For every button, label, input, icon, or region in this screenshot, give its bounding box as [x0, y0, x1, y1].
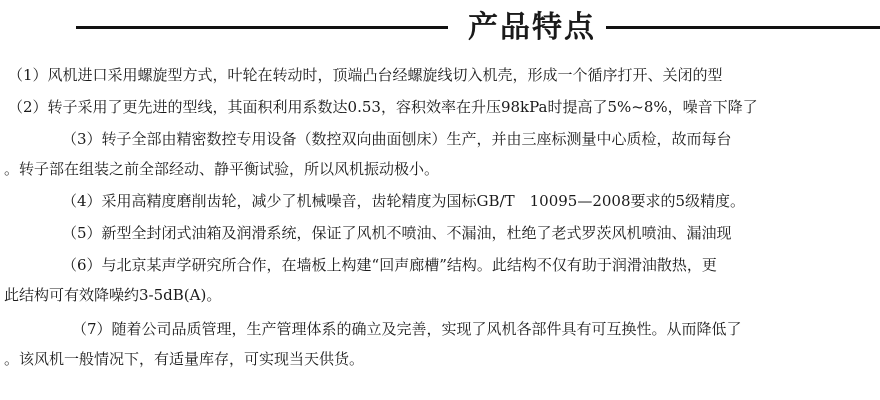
header-rule-right — [606, 26, 880, 29]
feature-line-4: （4）采用高精度磨削齿轮，减少了机械噪音，齿轮精度为国标GB/T 10095—2008要求的5级精度。 — [62, 192, 746, 210]
header-rule-left — [76, 26, 448, 29]
feature-line-1: （1）风机进口采用螺旋型方式，叶轮在转动时，顶端凸台经螺旋线切入机壳，形成一个循序打开、关闭的型 — [8, 66, 723, 84]
feature-line-5: （5）新型全封闭式油箱及润滑系统，保证了风机不喷油、不漏油，杜绝了老式罗茨风机喷油、漏油现 — [62, 224, 732, 242]
feature-line-7: （7）随着公司品质管理，生产管理体系的确立及完善，实现了风机各部件具有可互换性。从而降低了 — [72, 320, 742, 338]
feature-line-7-continued: 。该风机一般情况下，有适量库存，可实现当天供货。 — [4, 350, 365, 368]
section-header — [0, 0, 880, 58]
feature-line-3-continued: 。转子部在组装之前全部经动、静平衡试验，所以风机振动极小。 — [4, 160, 440, 178]
feature-list — [0, 60, 880, 400]
page-title: 产品特点 — [468, 10, 596, 45]
feature-line-6-continued: 此结构可有效降噪约3-5dB(A)。 — [4, 286, 222, 304]
feature-line-2: （2）转子采用了更先进的型线，其面积利用系数达0.53，容积效率在升压98kPa时提高了5%~8%，噪音下降了 — [8, 98, 758, 116]
feature-line-6: （6）与北京某声学研究所合作，在墙板上构建“回声廊槽”结构。此结构不仅有助于润滑油散热，更 — [62, 256, 717, 274]
feature-line-3: （3）转子全部由精密数控专用设备（数控双向曲面刨床）生产，并由三座标测量中心质检，故而每台 — [62, 130, 732, 148]
